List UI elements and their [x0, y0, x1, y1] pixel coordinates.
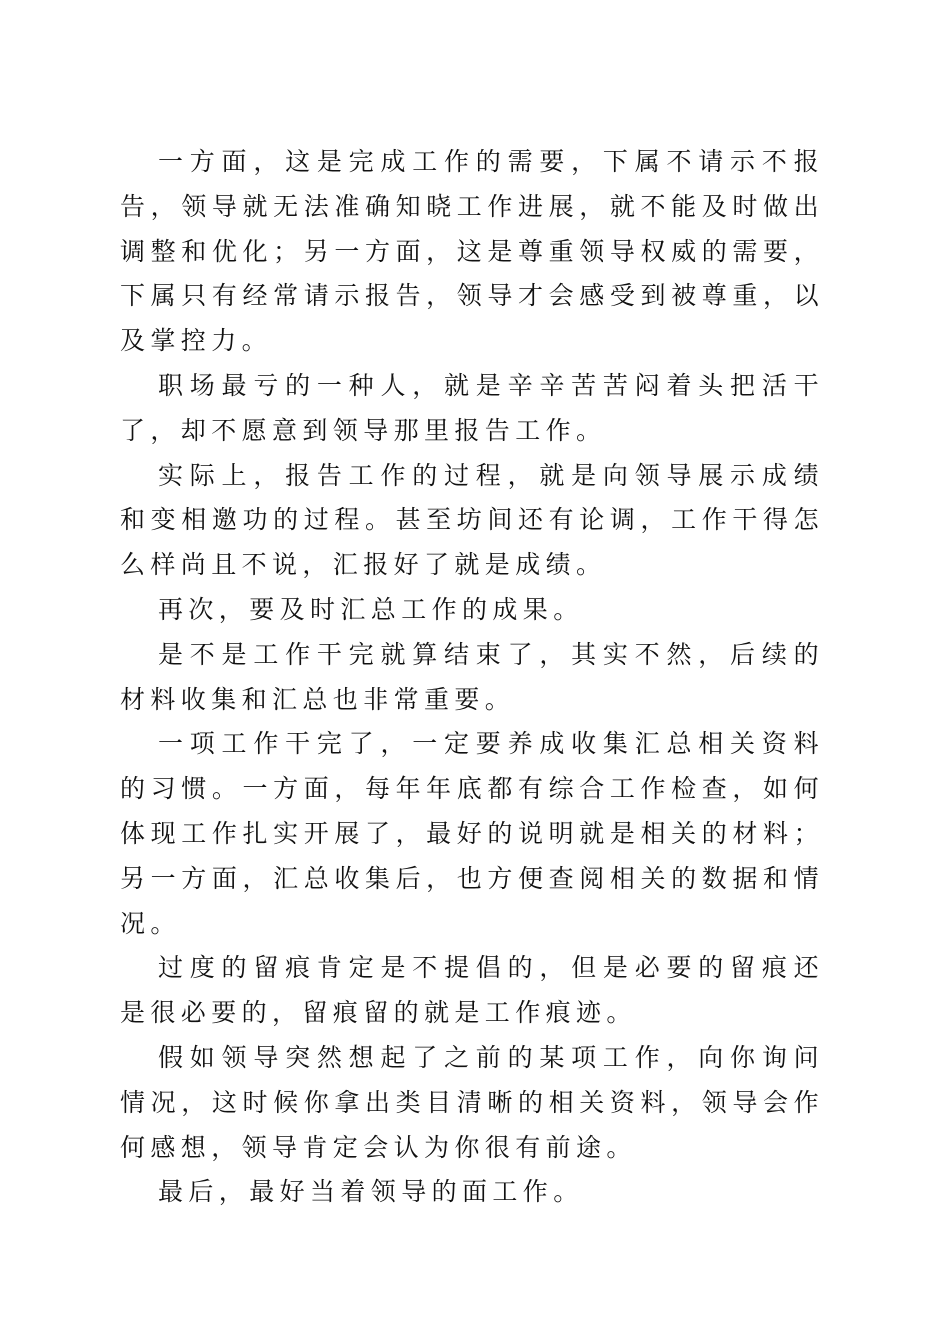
paragraph: 再次，要及时汇总工作的成果。: [158, 594, 584, 624]
paragraph: 实际上，报告工作的过程，就是向领导展示成绩和变相邀功的过程。甚至坊间还有论调，工作干得怎么样尚且不说，汇报好了就是成绩。: [120, 460, 824, 580]
document-body: [120, 140, 824, 1215]
paragraph: 过度的留痕肯定是不提倡的，但是必要的留痕还是很必要的，留痕留的就是工作痕迹。: [120, 953, 824, 1028]
paragraph: 最后，最好当着领导的面工作。: [158, 1177, 584, 1207]
paragraph: 一项工作干完了，一定要养成收集汇总相关资料的习惯。一方面，每年年底都有综合工作检查，如何体现工作扎实开展了，最好的说明就是相关的材料；另一方面，汇总收集后，也方便查阅相关的数据和情况。: [120, 729, 824, 938]
paragraph: 职场最亏的一种人，就是辛辛苦苦闷着头把活干了，却不愿意到领导那里报告工作。: [120, 370, 824, 445]
paragraph: 假如领导突然想起了之前的某项工作，向你询问情况，这时候你拿出类目清晰的相关资料，领导会作何感想，领导肯定会认为你很有前途。: [120, 1042, 824, 1162]
paragraph: 是不是工作干完就算结束了，其实不然，后续的材料收集和汇总也非常重要。: [120, 639, 824, 714]
paragraph: 一方面，这是完成工作的需要，下属不请示不报告，领导就无法准确知晓工作进展，就不能及时做出调整和优化；另一方面，这是尊重领导权威的需要，下属只有经常请示报告，领导才会感受到被尊重，以及掌控力。: [120, 147, 824, 356]
